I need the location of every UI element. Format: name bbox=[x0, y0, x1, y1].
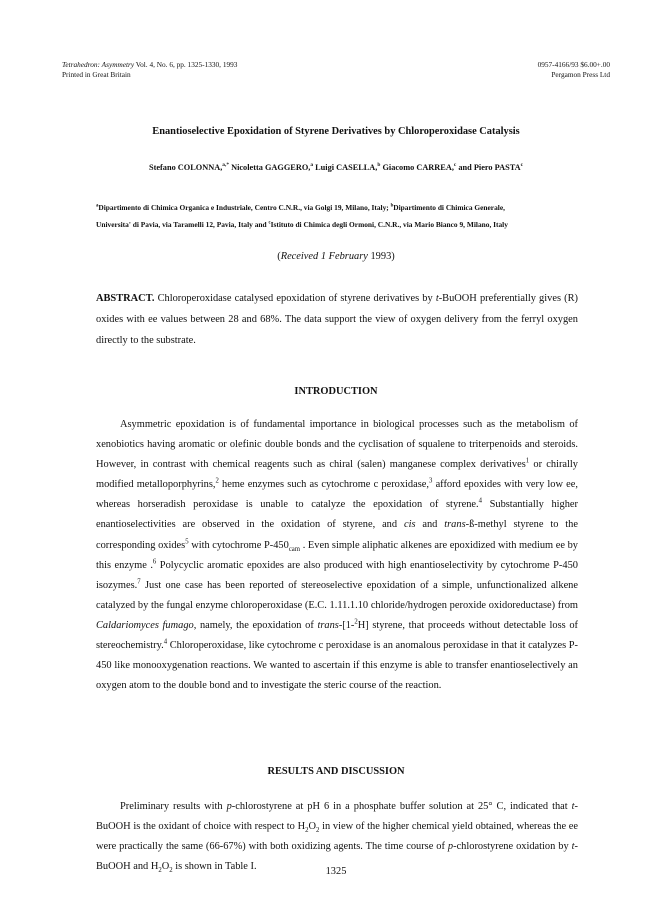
text: with cytochrome P-450 bbox=[188, 539, 289, 551]
text: afford epoxides with very low ee, whereas horseradish peroxidase is unable to catalyze the epoxidation of styrene. bbox=[96, 479, 578, 511]
italic-term: p bbox=[447, 841, 454, 853]
author: Nicoletta GAGGERO, bbox=[231, 163, 311, 172]
text: -chlorostyrene oxidation by bbox=[453, 841, 572, 853]
affiliations bbox=[96, 199, 596, 233]
italic-term: t bbox=[571, 841, 575, 853]
affiliation-b: Dipartimento di Chimica Generale, bbox=[393, 203, 505, 212]
text: Preliminary results with bbox=[120, 801, 227, 812]
text: H] styrene, that proceeds without detectable loss of stereochemistry. bbox=[96, 619, 578, 652]
text: Asymmetric epoxidation is of fundamental importance in biological processes such as the metabolism of xenobiotics having aromatic or olefinic double bonds and the cyclisation of squalene to triterpenoids and steroids. However, in contrast with chemical reagents such as chiral (salen) manganese complex derivatives bbox=[96, 419, 578, 471]
italic-term: trans bbox=[444, 519, 466, 531]
subscript: 2 bbox=[169, 867, 173, 875]
abstract-text-cont: -BuOOH preferentially gives (R) oxides with ee values between 28 and 68%. The data support the view of oxygen delivery from the ferryl oxygen directly to the substrate. bbox=[96, 293, 578, 346]
text: -[1- bbox=[338, 619, 355, 631]
text: -BuOOH is the oxidant of choice with respect to H bbox=[96, 801, 578, 833]
affil-mark: c bbox=[268, 220, 271, 226]
affil-mark: b bbox=[390, 203, 394, 209]
author-list bbox=[0, 163, 672, 172]
text: Substantially higher enantioselectivities are observed in the oxidation of styrene, and bbox=[96, 499, 578, 531]
page-number: 1325 bbox=[325, 866, 347, 877]
author: Luigi CASELLA, bbox=[315, 163, 378, 172]
text: -chlorostyrene at pH 6 in a phosphate buffer solution at 25° C, indicated that bbox=[231, 801, 572, 812]
paper-title: Enantioselective Epoxidation of Styrene Derivatives by Chloroperoxidase Catalysis bbox=[152, 126, 520, 137]
abstract-label: ABSTRACT. bbox=[96, 293, 155, 304]
isotope-mark: 2 bbox=[354, 618, 358, 626]
subscript: cam bbox=[288, 545, 301, 553]
text: O bbox=[308, 821, 316, 833]
author-affil-mark: c bbox=[453, 162, 457, 169]
ref-mark: 1 bbox=[525, 457, 530, 465]
running-header-left bbox=[62, 60, 237, 80]
affiliation-b-cont: Universita' di Pavia, via Taramelli 12, Pavia, Italy and bbox=[96, 220, 269, 229]
italic-term: p bbox=[226, 801, 232, 812]
text: Polycyclic aromatic epoxides are also produced with high enantioselectivity by cytochrome P-450 isozymes. bbox=[96, 559, 578, 591]
text: Just one case has been reported of stereoselective epoxidation of a simple, unfunctionalized alkene catalyzed by the fungal enzyme chloroperoxidase (E.C. 1.11.1.10 chloride/hydrogen peroxide oxidoreductase) from bbox=[96, 579, 578, 611]
ref-mark: 6 bbox=[152, 558, 157, 566]
text: heme enzymes such as cytochrome c peroxidase, bbox=[218, 479, 429, 491]
ref-mark: 7 bbox=[137, 578, 141, 586]
ref-mark: 3 bbox=[429, 477, 433, 485]
ref-mark: 5 bbox=[185, 538, 189, 546]
affiliation-c: Istituto di Chimica degli Ormoni, C.N.R., via Mario Bianco 9, Milano, Italy bbox=[270, 220, 508, 229]
author: and Piero PASTA bbox=[458, 163, 521, 172]
text: . Even simple aliphatic alkenes are epoxidized with medium ee by this enzyme . bbox=[96, 539, 578, 571]
section-heading-introduction: INTRODUCTION bbox=[294, 386, 378, 397]
author: Giacomo CARREA, bbox=[382, 163, 454, 172]
text: O bbox=[161, 861, 170, 873]
affiliation-a: Dipartimento di Chimica Organica e Industriale, Centro C.N.R., via Golgi 19, Milano, Italy; bbox=[98, 203, 391, 212]
ref-mark: 2 bbox=[215, 477, 219, 485]
text: or chirally modified metalloporphyrins, bbox=[96, 459, 578, 491]
text: Chloroperoxidase, like cytochrome c peroxidase is an anomalous peroxidase in that it catalyzes P-450 like monooxygenation reactions. We wanted to ascertain if this enzyme is able to transfer enantioselectively an oxygen atom to the double bond and to investigate the steric course of the reaction. bbox=[96, 640, 578, 692]
text: -BuOOH and H bbox=[96, 841, 578, 873]
abstract-text: Chloroperoxidase catalysed epoxidation of styrene derivatives by bbox=[154, 293, 436, 304]
text: -ß-methyl styrene to the corresponding oxides bbox=[96, 519, 578, 551]
received-label: Received bbox=[280, 251, 319, 262]
subscript: 2 bbox=[158, 867, 162, 875]
italic-term: Caldariomyces fumago bbox=[96, 619, 194, 631]
running-header-right bbox=[538, 60, 610, 80]
journal-name: Tetrahedron: Asymmetry bbox=[62, 60, 135, 69]
text: in view of the higher chemical yield obtained, whereas the ee were practically the same (66-67%) with both oxidizing agents. The time course of bbox=[96, 821, 579, 853]
received-paren: ( bbox=[277, 251, 281, 262]
received-date bbox=[0, 251, 672, 262]
text: is shown in Table I. bbox=[172, 861, 257, 873]
italic-term: t bbox=[571, 801, 575, 812]
text: , namely, the epoxidation of bbox=[193, 619, 318, 631]
issn: 0957-4166/93 $6.00+.00 bbox=[537, 60, 610, 69]
section-heading-results: RESULTS AND DISCUSSION bbox=[267, 766, 405, 777]
ref-mark: 4 bbox=[163, 638, 168, 646]
ref-mark: 4 bbox=[478, 497, 482, 505]
abstract bbox=[96, 288, 578, 351]
affil-mark: a bbox=[96, 203, 99, 209]
italic-term: trans bbox=[317, 619, 339, 631]
author: Stefano COLONNA, bbox=[148, 163, 223, 172]
subscript: 2 bbox=[305, 827, 309, 835]
received-year: 1993) bbox=[370, 251, 395, 262]
printed-note: Printed in Great Britain bbox=[62, 70, 131, 79]
abstract-italic: t bbox=[435, 293, 439, 304]
text: and bbox=[415, 519, 445, 531]
author-affil-mark: a bbox=[310, 162, 314, 169]
introduction-paragraph bbox=[96, 415, 578, 696]
subscript: 2 bbox=[316, 827, 320, 835]
author-affil-mark: a,* bbox=[222, 162, 229, 169]
received-day: 1 February bbox=[320, 251, 368, 262]
citation: Vol. 4, No. 6, pp. 1325-1330, 1993 bbox=[135, 60, 238, 69]
publisher: Pergamon Press Ltd bbox=[551, 70, 610, 79]
author-affil-mark: b bbox=[377, 162, 381, 169]
author-affil-mark: c bbox=[520, 162, 523, 169]
italic-term: cis bbox=[403, 519, 416, 531]
